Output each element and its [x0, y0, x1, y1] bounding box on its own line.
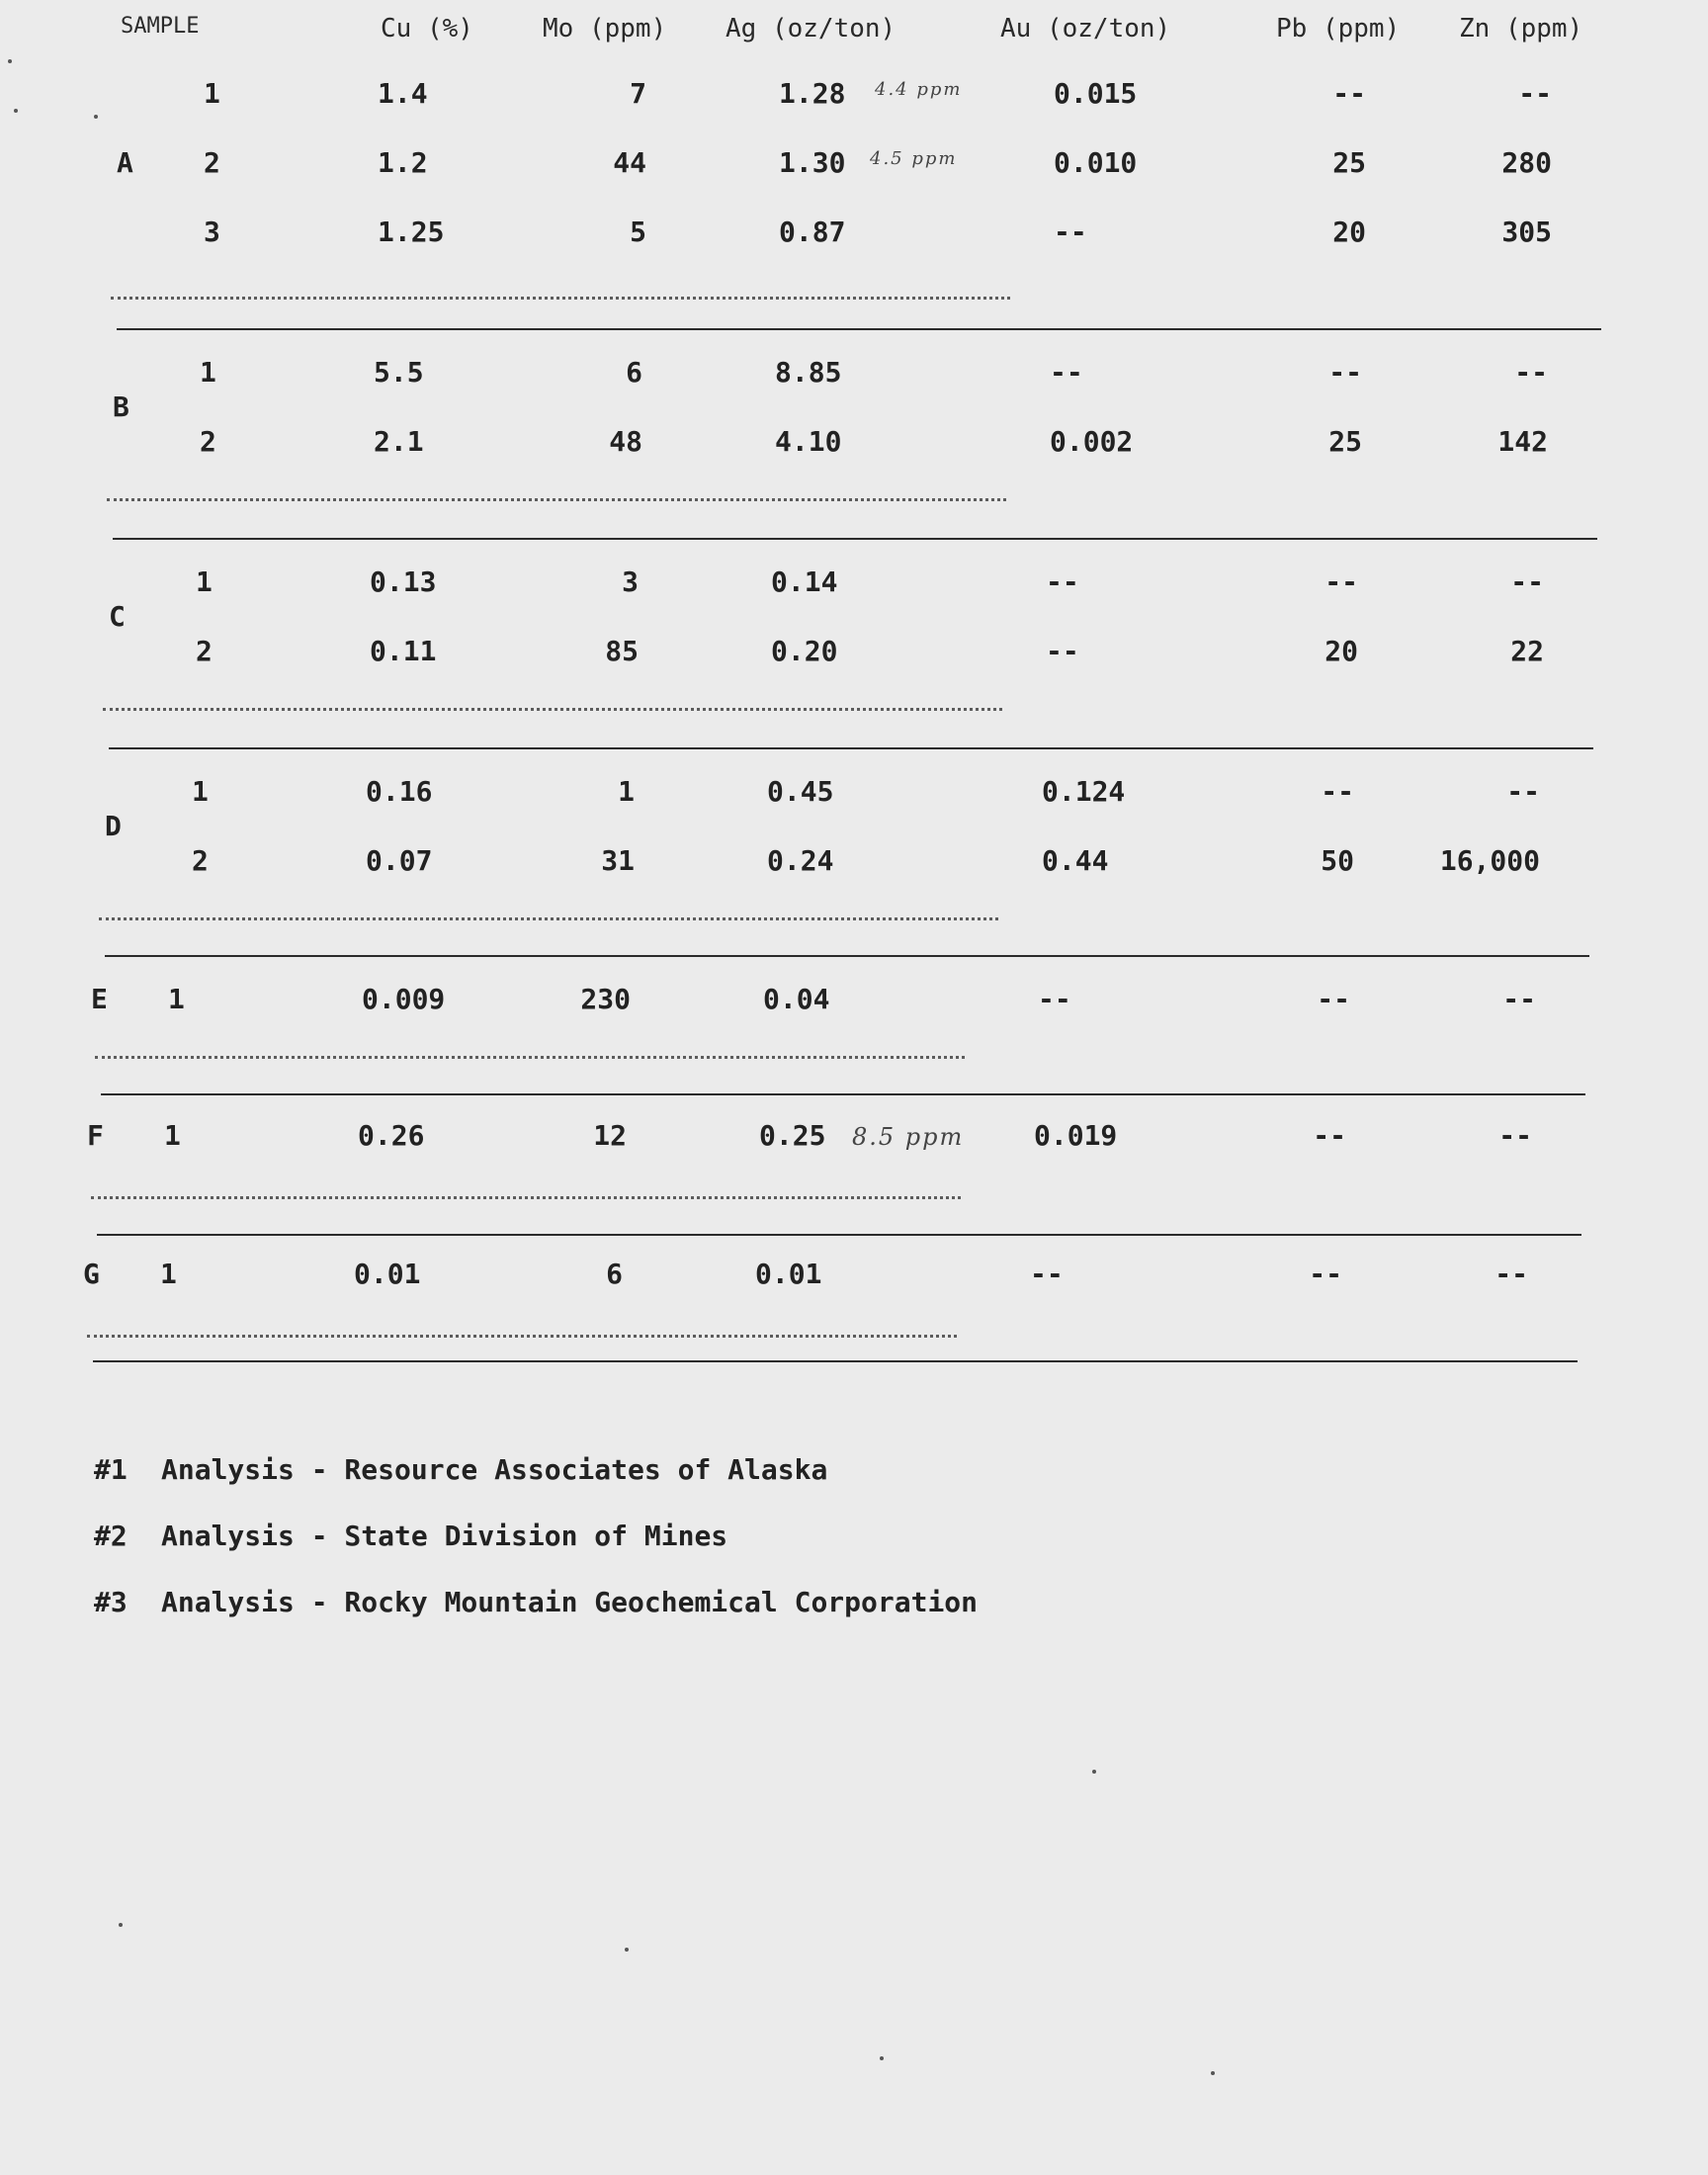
dotted-separator — [87, 1335, 957, 1338]
ag-value: 4.10 — [775, 425, 842, 458]
sample-number: 1 — [164, 1119, 181, 1152]
au-value: 0.002 — [1050, 425, 1134, 458]
sample-number: 2 — [200, 425, 216, 458]
sample-number: 1 — [168, 983, 185, 1015]
header-pb: Pb (ppm) — [1276, 14, 1401, 44]
group-label: E — [91, 983, 108, 1015]
mo-value: 12 — [593, 1119, 627, 1152]
header-mo: Mo (ppm) — [543, 14, 667, 44]
group-divider — [113, 538, 1597, 540]
analysis-notes — [94, 1453, 978, 1652]
mo-value: 230 — [580, 983, 631, 1015]
ag-value: 1.30 — [779, 146, 846, 179]
au-value: 0.010 — [1054, 146, 1138, 179]
cu-value: 0.07 — [366, 844, 433, 877]
scan-speck — [119, 1923, 123, 1927]
header-cu: Cu (%) — [381, 14, 473, 44]
au-value: -- — [1054, 216, 1087, 248]
zn-value: -- — [1510, 566, 1544, 598]
pb-value: 20 — [1324, 635, 1358, 667]
group-label: A — [117, 146, 133, 179]
ag-value: 0.01 — [755, 1258, 822, 1290]
group-label: G — [83, 1258, 100, 1290]
scan-speck — [14, 109, 18, 113]
sample-number: 2 — [204, 146, 220, 179]
zn-value: -- — [1506, 775, 1540, 808]
cu-value: 5.5 — [374, 356, 424, 389]
mo-value: 6 — [606, 1258, 623, 1290]
group-divider — [93, 1360, 1578, 1362]
au-value: -- — [1038, 983, 1071, 1015]
zn-value: -- — [1518, 77, 1552, 110]
sample-number: 1 — [192, 775, 209, 808]
note-number: #2 — [94, 1520, 128, 1552]
ag-value: 0.04 — [763, 983, 830, 1015]
zn-value: 305 — [1501, 216, 1552, 248]
dotted-separator — [111, 297, 1010, 300]
group-divider — [117, 328, 1601, 330]
cu-value: 0.16 — [366, 775, 433, 808]
group-divider — [105, 955, 1589, 957]
cu-value: 0.009 — [362, 983, 446, 1015]
scan-speck — [1211, 2071, 1215, 2075]
mo-value: 48 — [609, 425, 642, 458]
ag-value: 1.28 — [779, 77, 846, 110]
group-label: D — [105, 810, 122, 842]
zn-value: -- — [1494, 1258, 1528, 1290]
handwritten-note: 8.5 ppm — [852, 1123, 965, 1151]
zn-value: 22 — [1510, 635, 1544, 667]
group-divider — [101, 1093, 1585, 1095]
header-au: Au (oz/ton) — [1000, 14, 1171, 44]
sample-number: 2 — [192, 844, 209, 877]
sample-number: 1 — [160, 1258, 177, 1290]
group-label: C — [109, 600, 126, 633]
cu-value: 0.01 — [354, 1258, 421, 1290]
sample-number: 1 — [204, 77, 220, 110]
au-value: -- — [1030, 1258, 1064, 1290]
group-label: B — [113, 391, 129, 423]
au-value: 0.015 — [1054, 77, 1138, 110]
note-text: Analysis - State Division of Mines — [161, 1520, 728, 1552]
note-2 — [94, 1520, 978, 1552]
au-value: -- — [1046, 566, 1079, 598]
scan-speck — [8, 59, 12, 63]
zn-value: -- — [1514, 356, 1548, 389]
dotted-separator — [99, 917, 998, 920]
ag-value: 0.87 — [779, 216, 846, 248]
cu-value: 1.2 — [378, 146, 428, 179]
zn-value: -- — [1502, 983, 1536, 1015]
cu-value: 0.13 — [370, 566, 437, 598]
pb-value: -- — [1332, 77, 1366, 110]
group-divider — [97, 1234, 1581, 1236]
pb-value: 25 — [1332, 146, 1366, 179]
handwritten-note: 4.4 ppm — [875, 79, 963, 100]
header-sample: SAMPLE — [121, 14, 200, 39]
cu-value: 0.11 — [370, 635, 437, 667]
dotted-separator — [91, 1196, 961, 1199]
note-number: #3 — [94, 1586, 128, 1618]
cu-value: 1.4 — [378, 77, 428, 110]
au-value: 0.124 — [1042, 775, 1126, 808]
ag-value: 0.14 — [771, 566, 838, 598]
sample-number: 1 — [200, 356, 216, 389]
dotted-separator — [107, 498, 1006, 501]
ag-value: 0.25 — [759, 1119, 826, 1152]
mo-value: 44 — [613, 146, 646, 179]
header-zn: Zn (ppm) — [1459, 14, 1583, 44]
mo-value: 5 — [630, 216, 646, 248]
zn-value: 280 — [1501, 146, 1552, 179]
pb-value: 50 — [1321, 844, 1354, 877]
ag-value: 0.24 — [767, 844, 834, 877]
dotted-separator — [95, 1056, 965, 1059]
au-value: 0.44 — [1042, 844, 1109, 877]
pb-value: -- — [1324, 566, 1358, 598]
dotted-separator — [103, 708, 1002, 711]
cu-value: 2.1 — [374, 425, 424, 458]
zn-value: 16,000 — [1439, 844, 1540, 877]
mo-value: 85 — [605, 635, 639, 667]
handwritten-note: 4.5 ppm — [870, 148, 958, 169]
sample-number: 1 — [196, 566, 213, 598]
au-value: -- — [1050, 356, 1083, 389]
pb-value: 20 — [1332, 216, 1366, 248]
sample-number: 2 — [196, 635, 213, 667]
zn-value: 142 — [1497, 425, 1548, 458]
mo-value: 1 — [618, 775, 635, 808]
note-1 — [94, 1453, 978, 1486]
pb-value: -- — [1321, 775, 1354, 808]
header-ag: Ag (oz/ton) — [726, 14, 897, 44]
pb-value: -- — [1317, 983, 1350, 1015]
scan-speck — [880, 2056, 884, 2060]
sample-number: 3 — [204, 216, 220, 248]
pb-value: 25 — [1328, 425, 1362, 458]
mo-value: 31 — [601, 844, 635, 877]
scan-speck — [625, 1948, 629, 1952]
cu-value: 0.26 — [358, 1119, 425, 1152]
scan-speck — [94, 115, 98, 119]
ag-value: 0.45 — [767, 775, 834, 808]
cu-value: 1.25 — [378, 216, 445, 248]
zn-value: -- — [1498, 1119, 1532, 1152]
scan-speck — [1092, 1770, 1096, 1774]
pb-value: -- — [1313, 1119, 1346, 1152]
mo-value: 3 — [622, 566, 639, 598]
note-text: Analysis - Rocky Mountain Geochemical Corporation — [161, 1586, 979, 1618]
note-text: Analysis - Resource Associates of Alaska — [161, 1453, 828, 1486]
mo-value: 7 — [630, 77, 646, 110]
pb-value: -- — [1309, 1258, 1342, 1290]
pb-value: -- — [1328, 356, 1362, 389]
ag-value: 0.20 — [771, 635, 838, 667]
group-divider — [109, 747, 1593, 749]
note-3 — [94, 1586, 978, 1618]
note-number: #1 — [94, 1453, 128, 1486]
ag-value: 8.85 — [775, 356, 842, 389]
au-value: -- — [1046, 635, 1079, 667]
mo-value: 6 — [626, 356, 642, 389]
au-value: 0.019 — [1034, 1119, 1118, 1152]
group-label: F — [87, 1119, 104, 1152]
